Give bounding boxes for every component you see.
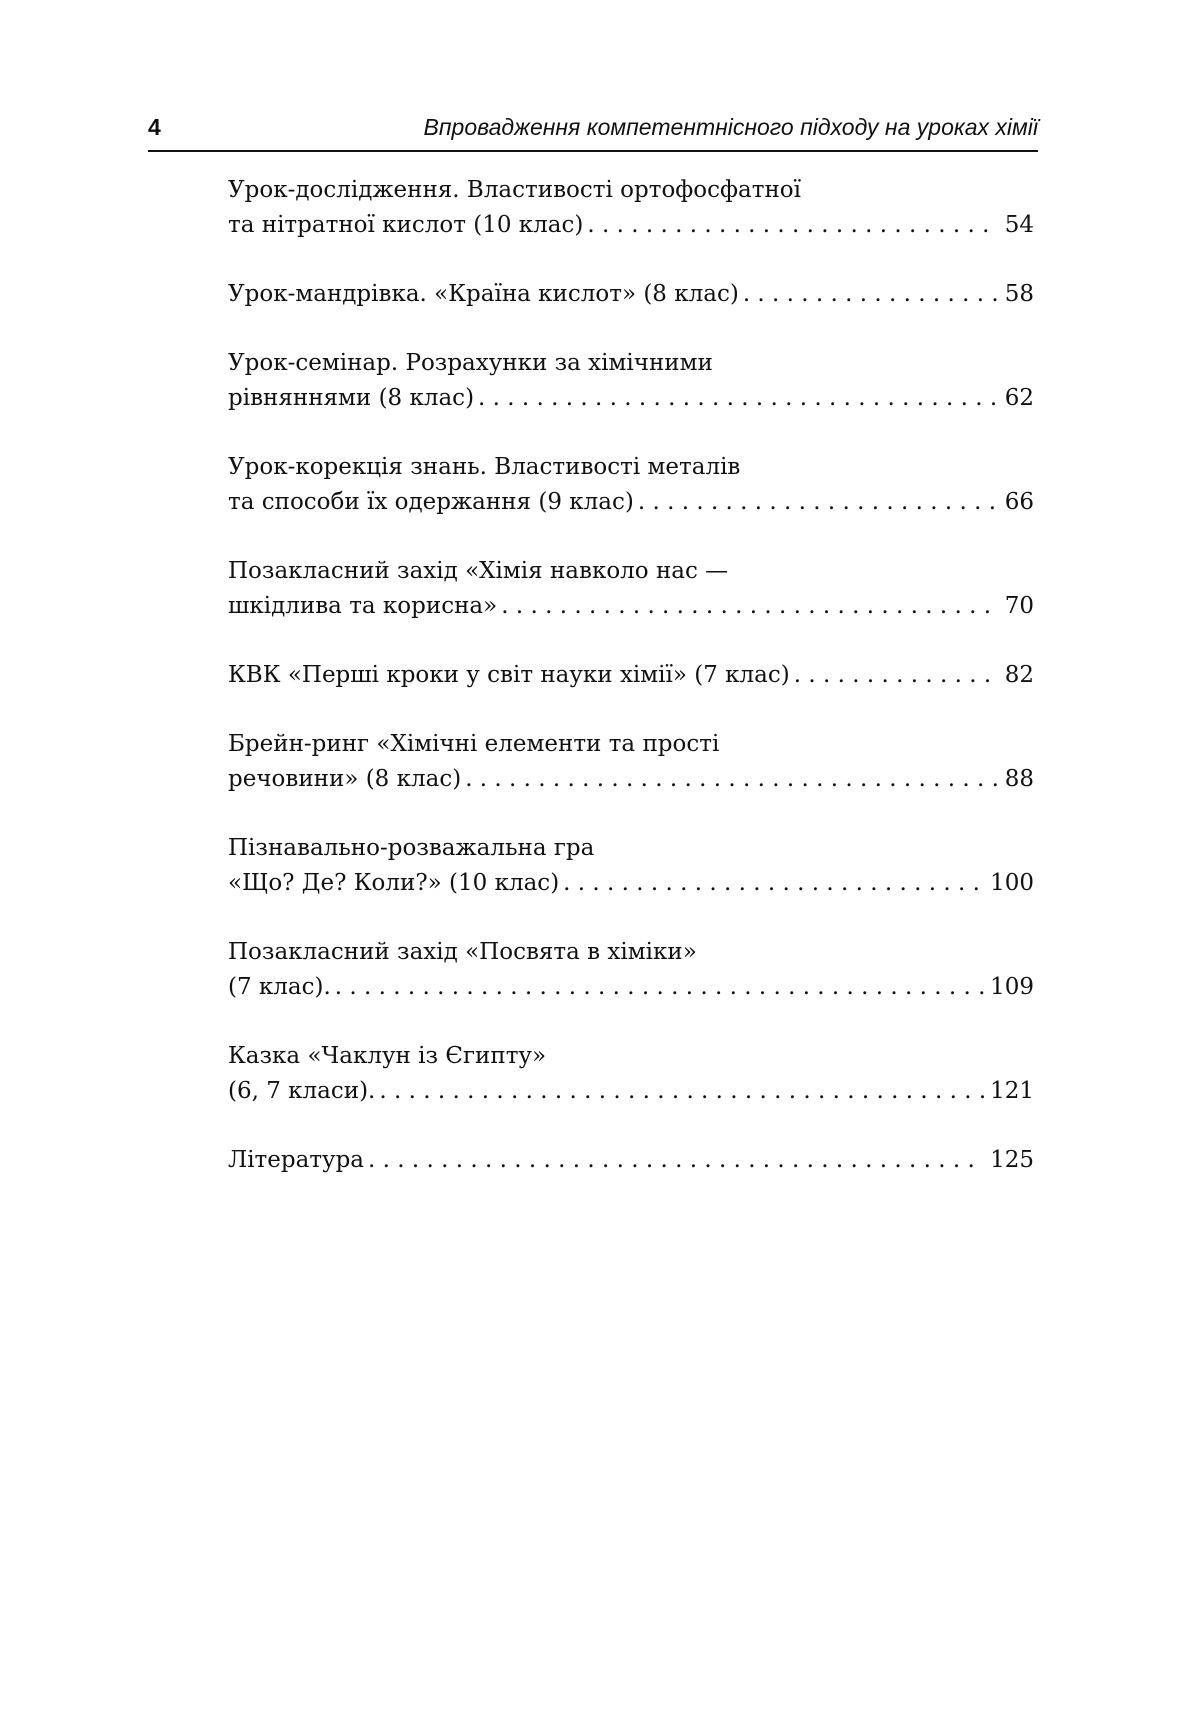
toc-entry-title-line: Пізнавально-розважальна гра	[228, 835, 595, 861]
toc-entry-title-line: Урок-дослідження. Властивості ортофосфатної	[228, 177, 801, 203]
toc-entry-title-line: (7 клас).	[228, 974, 331, 1000]
toc-entry-title-line: КВК «Перші кроки у світ науки хімії» (7 клас)	[228, 662, 790, 688]
dot-leader	[638, 485, 999, 520]
toc-page-number: 125	[990, 1147, 1034, 1173]
toc-entry[interactable]	[228, 173, 1034, 243]
toc-entry[interactable]	[228, 1143, 1034, 1178]
toc-page-number: 58	[1004, 281, 1034, 307]
toc-page-number: 88	[1004, 766, 1034, 792]
dot-leader	[465, 762, 999, 797]
toc-entry-title-line: та способи їх одержання (9 клас)	[228, 489, 634, 515]
toc-entry[interactable]	[228, 346, 1034, 416]
toc-entry-title-line: та нітратної кислот (10 клас)	[228, 212, 584, 238]
toc-entry-title-line: Позакласний захід «Посвята в хіміки»	[228, 939, 697, 965]
toc-entry-title-line: речовини» (8 клас)	[228, 766, 462, 792]
toc-entry[interactable]	[228, 658, 1034, 693]
toc-entry[interactable]	[228, 831, 1034, 901]
toc-page-number: 54	[1004, 212, 1034, 238]
toc-entry[interactable]	[228, 727, 1034, 797]
toc-entry-title-line: рівняннями (8 клас)	[228, 385, 475, 411]
page-header	[148, 108, 1038, 152]
toc-entry[interactable]	[228, 1039, 1034, 1109]
dot-leader	[379, 1074, 984, 1109]
toc-entry-title-line: Урок-мандрівка. «Країна кислот» (8 клас)	[228, 281, 739, 307]
toc-page-number: 109	[990, 974, 1034, 1000]
toc-page-number: 66	[1004, 489, 1034, 515]
dot-leader	[335, 970, 984, 1005]
table-of-contents	[228, 173, 1034, 1212]
dot-leader	[563, 866, 984, 901]
toc-page-number: 62	[1004, 385, 1034, 411]
toc-entry-title-line: «Що? Де? Коли?» (10 клас)	[228, 870, 560, 896]
toc-entry-title-line: шкідлива та корисна»	[228, 593, 498, 619]
dot-leader	[501, 589, 999, 624]
dot-leader	[587, 208, 998, 243]
toc-page-number: 100	[990, 870, 1034, 896]
toc-page-number: 121	[990, 1078, 1034, 1104]
toc-entry[interactable]	[228, 554, 1034, 624]
toc-entry-title-line: Брейн-ринг «Хімічні елементи та прості	[228, 731, 720, 757]
toc-entry-title-line: Література	[228, 1147, 365, 1173]
toc-entry-title-line: (6, 7 класи).	[228, 1078, 376, 1104]
toc-entry[interactable]	[228, 277, 1034, 312]
dot-leader	[368, 1143, 984, 1178]
page-number: 4	[148, 114, 161, 140]
toc-entry-title-line: Казка «Чаклун із Єгипту»	[228, 1043, 547, 1069]
dot-leader	[794, 658, 999, 693]
dot-leader	[743, 277, 999, 312]
toc-entry-title-line: Позакласний захід «Хімія навколо нас —	[228, 558, 729, 584]
toc-entry[interactable]	[228, 450, 1034, 520]
toc-entry[interactable]	[228, 935, 1034, 1005]
toc-entry-title-line: Урок-корекція знань. Властивості металів	[228, 454, 741, 480]
dot-leader	[478, 381, 999, 416]
toc-page-number: 82	[1004, 662, 1034, 688]
toc-page-number: 70	[1004, 593, 1034, 619]
toc-entry-title-line: Урок-семінар. Розрахунки за хімічними	[228, 350, 713, 376]
running-title: Впровадження компетентнісного підходу на уроках хімії	[423, 114, 1038, 140]
